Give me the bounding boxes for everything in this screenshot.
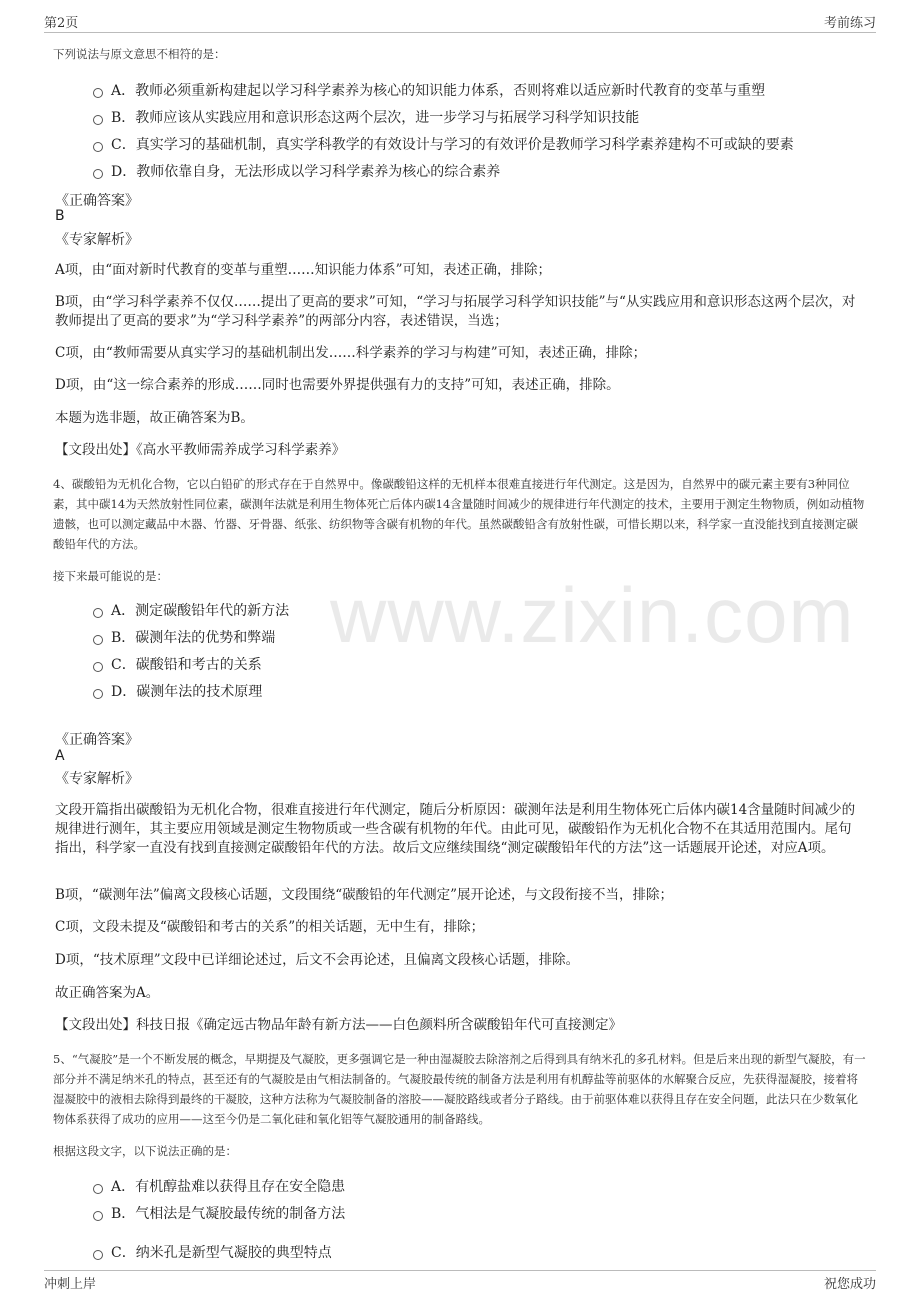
q4-answer: A	[55, 748, 65, 764]
q3-option-a[interactable]: A．教师必须重新构建起以学习科学素养为核心的知识能力体系，否则将难以适应新时代教育的变革与重塑	[93, 80, 765, 100]
radio-icon[interactable]	[93, 142, 103, 152]
q4-analysis-label: 《专家解析》	[55, 771, 139, 787]
q4-option-b[interactable]: B．碳测年法的优势和弊端	[93, 627, 275, 647]
header-title: 考前练习	[823, 16, 876, 31]
radio-icon[interactable]	[93, 169, 103, 179]
watermark: www.zixin.com	[330, 571, 855, 659]
q3-analysis-d: D项，由“这一综合素养的形成……同时也需要外界提供强有力的支持”可知，表述正确，排除。	[55, 377, 620, 393]
q5-option-a[interactable]: A．有机醇盐难以获得且存在安全隐患	[93, 1176, 345, 1196]
footer-left: 冲刺上岸	[44, 1277, 97, 1292]
q4-option-c[interactable]: C．碳酸铅和考古的关系	[93, 654, 262, 674]
q4-answer-label: 《正确答案》	[55, 732, 139, 748]
radio-icon[interactable]	[93, 1211, 103, 1221]
radio-icon[interactable]	[93, 689, 103, 699]
q3-option-b[interactable]: B．教师应该从实践应用和意识形态这两个层次，进一步学习与拓展学习科学知识技能	[93, 107, 639, 127]
q5-stem: 5、“气凝胶”是一个不断发展的概念，早期提及气凝胶，更多强调它是一种由湿凝胶去除溶剂之后得到具有纳米孔的多孔材料。但是后来出现的新型气凝胶，有一部分并不满足纳米孔的特点，甚至还有的气凝胶是由气相法制备的。气凝胶最传统的制备方法是利用有机醇盐等前驱体的水解聚合反应，先获得湿凝胶，接着将湿凝胶中的液相去除得到最终的干凝胶，这种方法称为气凝胶制备的溶胶——凝胶路线或者分子路线。由于前驱体难以获得且存在安全问题，此法只在少数氧化物体系获得了成功的应用——这至今仍是二氧化硅和氧化铝等气凝胶通用的制备路线。	[53, 1052, 866, 1126]
page-number: 第2页	[44, 16, 79, 31]
q3-analysis-c: C项，由“教师需要从真实学习的基础机制出发……科学素养的学习与构建”可知，表述正确，排除；	[55, 345, 647, 361]
radio-icon[interactable]	[93, 88, 103, 98]
radio-icon[interactable]	[93, 1184, 103, 1194]
q4-analysis-d: D项，“技术原理”文段中已详细论述过，后文不会再论述，且偏离文段核心话题，排除。	[55, 952, 580, 968]
q4-option-a[interactable]: A．测定碳酸铅年代的新方法	[93, 600, 289, 620]
q5-option-b[interactable]: B．气相法是气凝胶最传统的制备方法	[93, 1203, 345, 1223]
radio-icon[interactable]	[93, 608, 103, 618]
q4-analysis-c: C项，文段未提及“碳酸铅和考古的关系”的相关话题，无中生有，排除；	[55, 919, 485, 935]
q4-conclusion: 故正确答案为A。	[55, 985, 160, 1001]
q4-analysis-main: 文段开篇指出碳酸铅为无机化合物，很难直接进行年代测定，随后分析原因：碳测年法是利用生物体死亡后体内碳14含量随时间减少的规律进行测年，其主要应用领域是测定生物物质或一些含碳有机物的年代。由此可见，碳酸铅作为无机化合物不在其适用范围内。尾句指出，科学家一直没有找到直接测定碳酸铅年代的方法。故后文应继续围绕“测定碳酸铅年代的方法”这一话题展开论述，对应A项。	[55, 802, 856, 856]
q3-analysis-label: 《专家解析》	[55, 232, 139, 248]
footer-right: 祝您成功	[823, 1277, 876, 1292]
page-footer	[44, 1270, 876, 1293]
radio-icon[interactable]	[93, 1250, 103, 1260]
q3-answer-label: 《正确答案》	[55, 193, 139, 209]
page-header	[44, 12, 876, 33]
q3-answer: B	[55, 208, 65, 224]
q3-analysis-a: A项，由“面对新时代教育的变革与重塑……知识能力体系”可知，表述正确，排除；	[55, 262, 552, 278]
q3-option-d[interactable]: D．教师依靠自身，无法形成以学习科学素养为核心的综合素养	[93, 161, 500, 181]
q4-analysis-b: B项，“碳测年法”偏离文段核心话题，文段围绕“碳酸铅的年代测定”展开论述，与文段衔接不当，排除；	[55, 887, 674, 903]
radio-icon[interactable]	[93, 115, 103, 125]
radio-icon[interactable]	[93, 662, 103, 672]
radio-icon[interactable]	[93, 635, 103, 645]
q3-option-c[interactable]: C．真实学习的基础机制，真实学科教学的有效设计与学习的有效评价是教师学习科学素养建构不可或缺的要素	[93, 134, 794, 154]
q3-conclusion: 本题为选非题，故正确答案为B。	[55, 410, 254, 426]
q4-prompt: 接下来最可能说的是：	[53, 569, 168, 583]
q4-option-d[interactable]: D．碳测年法的技术原理	[93, 681, 262, 701]
q3-source: 【文段出处】《高水平教师需养成学习科学素养》	[55, 442, 346, 458]
q3-analysis-b: B项，由“学习科学素养不仅仅……提出了更高的要求”可知，“学习与拓展学习科学知识技能”与“从实践应用和意识形态这两个层次，对教师提出了更高的要求”为“学习科学素养”的两部分内容，表述错误，当选；	[55, 294, 856, 329]
q5-prompt: 根据这段文字，以下说法正确的是：	[53, 1144, 237, 1158]
q3-prompt: 下列说法与原文意思不相符的是：	[53, 47, 226, 61]
q4-stem: 4、碳酸铅为无机化合物，它以白铅矿的形式存在于自然界中。像碳酸铅这样的无机样本很难直接进行年代测定。这是因为，自然界中的碳元素主要有3种同位素，其中碳14为天然放射性同位素，碳测年法就是利用生物体死亡后体内碳14含量随时间减少的规律进行年代测定的技术，主要用于测定生物物质，例如动植物遗骸，也可以测定藏品中木器、竹器、牙骨器、纸张、纺织物等含碳有机物的年代。虽然碳酸铅含有放射性碳，可惜长期以来，科学家一直没能找到直接测定碳酸铅年代的方法。	[53, 477, 865, 551]
q4-source: 【文段出处】科技日报《确定远古物品年龄有新方法——白色颜料所含碳酸铅年代可直接测定》	[55, 1017, 622, 1033]
q5-option-c[interactable]: C．纳米孔是新型气凝胶的典型特点	[93, 1242, 332, 1262]
